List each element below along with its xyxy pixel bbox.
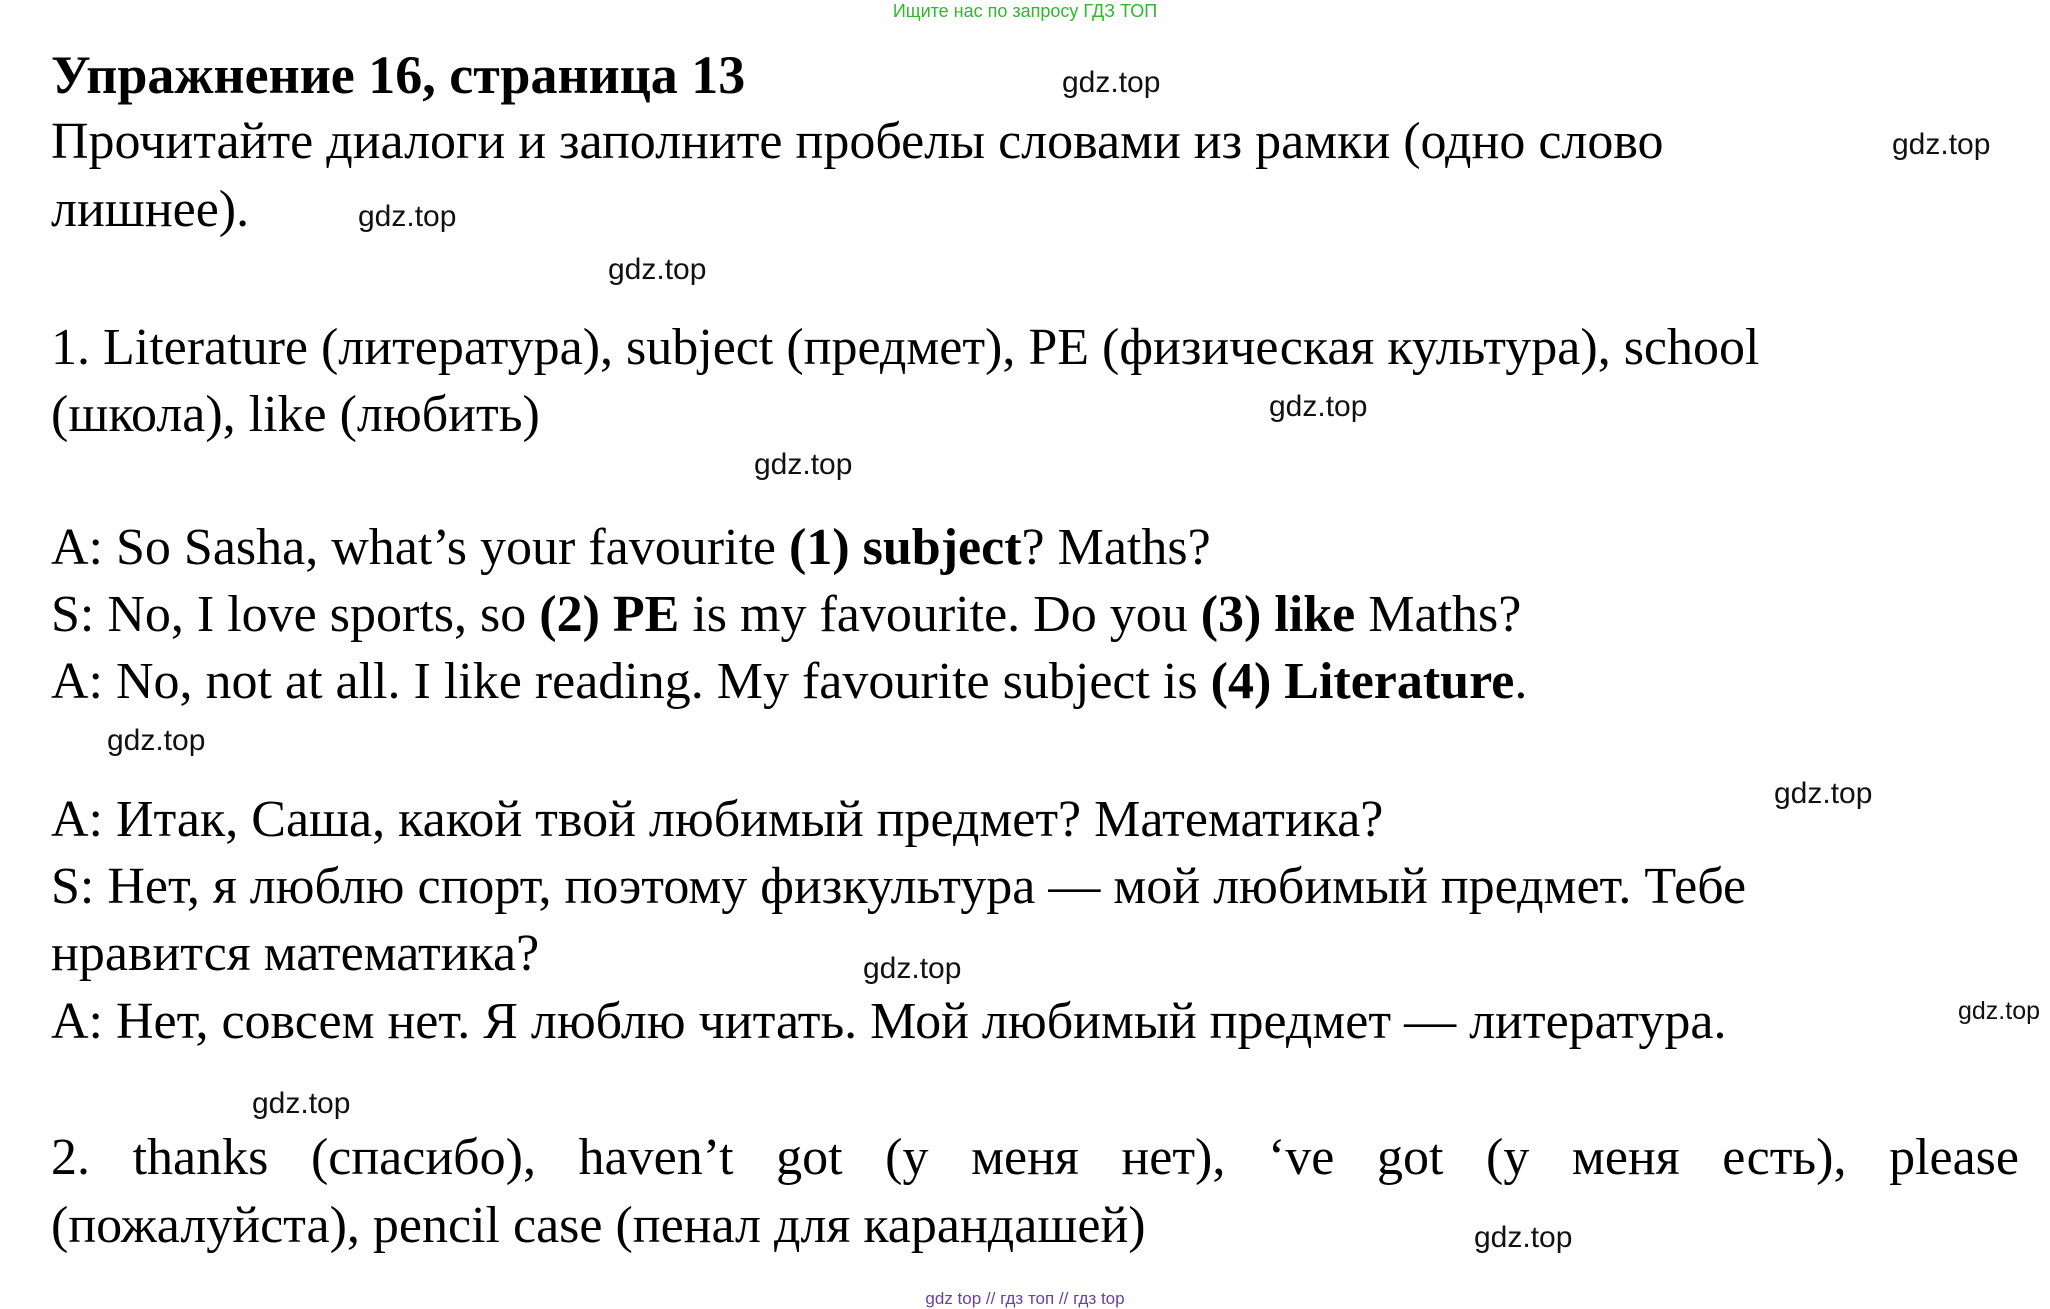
answer-3: (3) like [1200, 586, 1356, 643]
dialogue-en-line-1 [51, 518, 1211, 578]
watermark: gdz.top [863, 952, 962, 985]
watermark: gdz.top [1474, 1221, 1573, 1254]
instruction-line-2: лишнее). [51, 181, 250, 238]
dialogue-text: A: No, not at all. I like reading. My favourite subject is [51, 653, 1211, 710]
task1-words-line-1: 1. Literature (литература), subject (предмет), PE (физическая культура), school [51, 319, 1760, 376]
dialogue-text: Maths? [1355, 586, 1522, 643]
dialogue-ru-line-3: нравится математика? [51, 925, 540, 982]
dialogue-text: S: No, I love sports, so [51, 586, 540, 643]
answer-2: (2) PE [539, 586, 680, 643]
watermark: gdz.top [1269, 390, 1368, 423]
watermark: gdz.top [1774, 777, 1873, 810]
dialogue-text: is my favourite. Do you [679, 586, 1201, 643]
dialogue-ru-line-4: A: Нет, совсем нет. Я люблю читать. Мой любимый предмет — литература. [51, 993, 1727, 1050]
footer-watermark: gdz top // гдз топ // гдз top [925, 1289, 1125, 1308]
dialogue-ru-line-2: S: Нет, я люблю спорт, поэтому физкультура — мой любимый предмет. Тебе [51, 858, 1747, 915]
watermark: gdz.top [608, 253, 707, 286]
watermark: gdz.top [1892, 128, 1991, 161]
watermark: gdz.top [1062, 66, 1161, 99]
exercise-title: Упражнение 16, страница 13 [51, 45, 746, 105]
answer-4: (4) Literature [1210, 653, 1515, 710]
dialogue-text: A: So Sasha, what’s your favourite [51, 519, 790, 576]
task2-words-line-2: (пожалуйста), pencil case (пенал для карандашей) [51, 1197, 1146, 1254]
watermark: gdz.top [358, 200, 457, 233]
dialogue-text: ? Maths? [1021, 519, 1211, 576]
watermark: gdz.top [754, 448, 853, 481]
watermark: gdz.top [252, 1087, 351, 1120]
dialogue-en-line-2 [51, 585, 1521, 645]
dialogue-en-line-3 [51, 652, 1527, 712]
answer-1: (1) subject [789, 519, 1022, 576]
dialogue-ru-line-1: A: Итак, Саша, какой твой любимый предмет? Математика? [51, 791, 1384, 848]
watermark: gdz.top [1958, 997, 2041, 1025]
top-banner: Ищите нас по запросу ГДЗ ТОП [892, 1, 1158, 21]
dialogue-text: . [1514, 653, 1528, 710]
watermark: gdz.top [107, 724, 206, 757]
instruction-line-1: Прочитайте диалоги и заполните пробелы словами из рамки (одно слово [51, 113, 1664, 170]
task2-words-line-1: 2. thanks (спасибо), haven’t got (у меня нет), ‘ve got (у меня есть), please [51, 1129, 2019, 1186]
task1-words-line-2: (школа), like (любить) [51, 386, 540, 443]
